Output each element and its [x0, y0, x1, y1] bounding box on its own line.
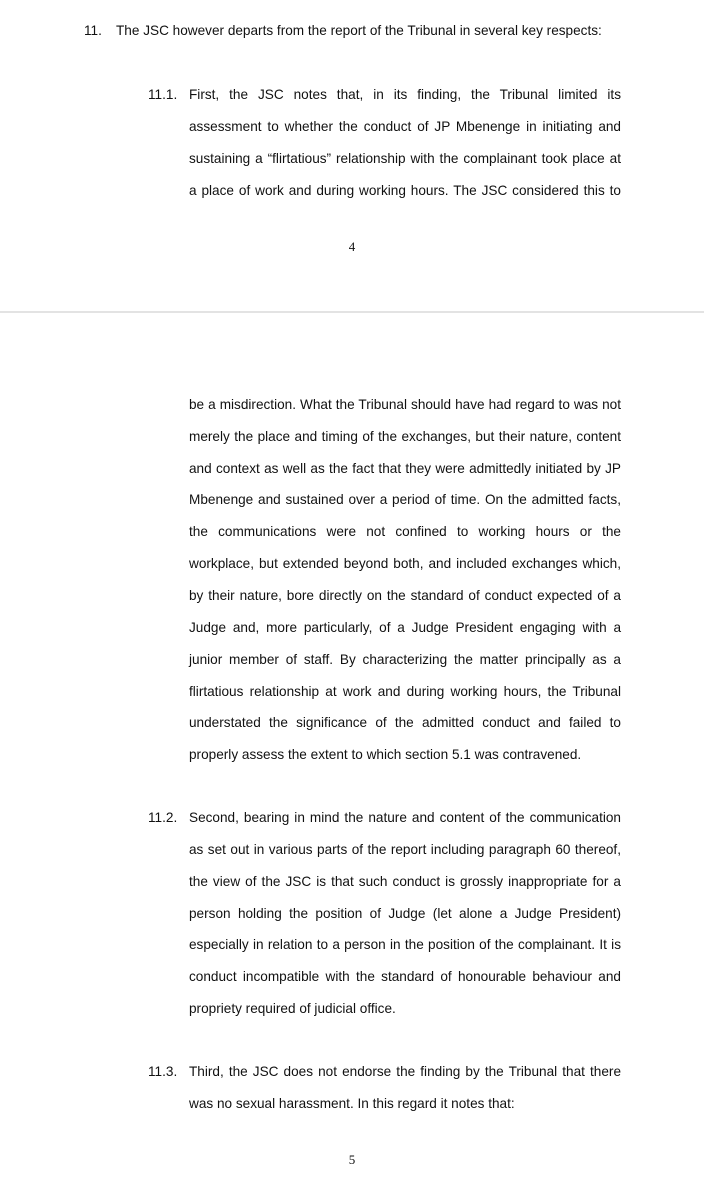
- paragraph-11-2-line: the view of the JSC is that such conduct is grossly inappropriate for a: [189, 874, 621, 889]
- page-break-divider: [0, 311, 704, 313]
- page-number: 5: [348, 1152, 356, 1167]
- paragraph-11-3-number: 11.3.: [148, 1064, 178, 1079]
- paragraph-11-2-line: especially in relation to a person in the position of the complainant. It is: [189, 937, 621, 952]
- paragraph-11-1-line: the communications were not confined to working hours or the: [189, 524, 621, 539]
- paragraph-11-1-line: merely the place and timing of the exchanges, but their nature, content: [189, 429, 621, 444]
- paragraph-11-2-number: 11.2.: [148, 810, 178, 825]
- paragraph-11-1-number: 11.1.: [148, 87, 178, 102]
- paragraph-11-number: 11.: [84, 23, 102, 38]
- paragraph-11-1-line: flirtatious relationship at work and during working hours, the Tribunal: [189, 684, 621, 699]
- paragraph-11-1-line: assessment to whether the conduct of JP Mbenenge in initiating and: [189, 119, 621, 134]
- paragraph-11-3-line: was no sexual harassment. In this regard it notes that:: [189, 1096, 515, 1111]
- paragraph-11-1-line: by their nature, bore directly on the standard of conduct expected of a: [189, 588, 621, 603]
- paragraph-11-1-line: First, the JSC notes that, in its finding, the Tribunal limited its: [189, 87, 621, 102]
- paragraph-11-1-line: understated the significance of the admitted conduct and failed to: [189, 715, 621, 730]
- paragraph-11-1-line: sustaining a “flirtatious” relationship with the complainant took place at: [189, 151, 621, 166]
- paragraph-11-text: The JSC however departs from the report of the Tribunal in several key respects:: [116, 23, 602, 38]
- page-number: 4: [348, 239, 356, 254]
- paragraph-11-1-line: a place of work and during working hours. The JSC considered this to: [189, 183, 621, 198]
- paragraph-11-1-line: be a misdirection. What the Tribunal should have had regard to was not: [189, 397, 621, 412]
- paragraph-11-1-line: Judge and, more particularly, of a Judge President engaging with a: [189, 620, 621, 635]
- paragraph-11-1-line: junior member of staff. By characterizing the matter principally as a: [189, 652, 621, 667]
- paragraph-11-2-line: propriety required of judicial office.: [189, 1001, 396, 1016]
- paragraph-11-1-line: and context as well as the fact that they were admittedly initiated by JP: [189, 461, 621, 476]
- paragraph-11-2-line: Second, bearing in mind the nature and content of the communication: [189, 810, 621, 825]
- paragraph-11-2-line: as set out in various parts of the report including paragraph 60 thereof,: [189, 842, 621, 857]
- paragraph-11-2-line: person holding the position of Judge (let alone a Judge President): [189, 906, 621, 921]
- paragraph-11-1-line: properly assess the extent to which section 5.1 was contravened.: [189, 747, 582, 762]
- paragraph-11-1-line: workplace, but extended beyond both, and included exchanges which,: [189, 556, 621, 571]
- paragraph-11-3-line: Third, the JSC does not endorse the finding by the Tribunal that there: [189, 1064, 621, 1079]
- paragraph-11-1-line: Mbenenge and sustained over a period of time. On the admitted facts,: [189, 492, 621, 507]
- paragraph-11-2-line: conduct incompatible with the standard of honourable behaviour and: [189, 969, 621, 984]
